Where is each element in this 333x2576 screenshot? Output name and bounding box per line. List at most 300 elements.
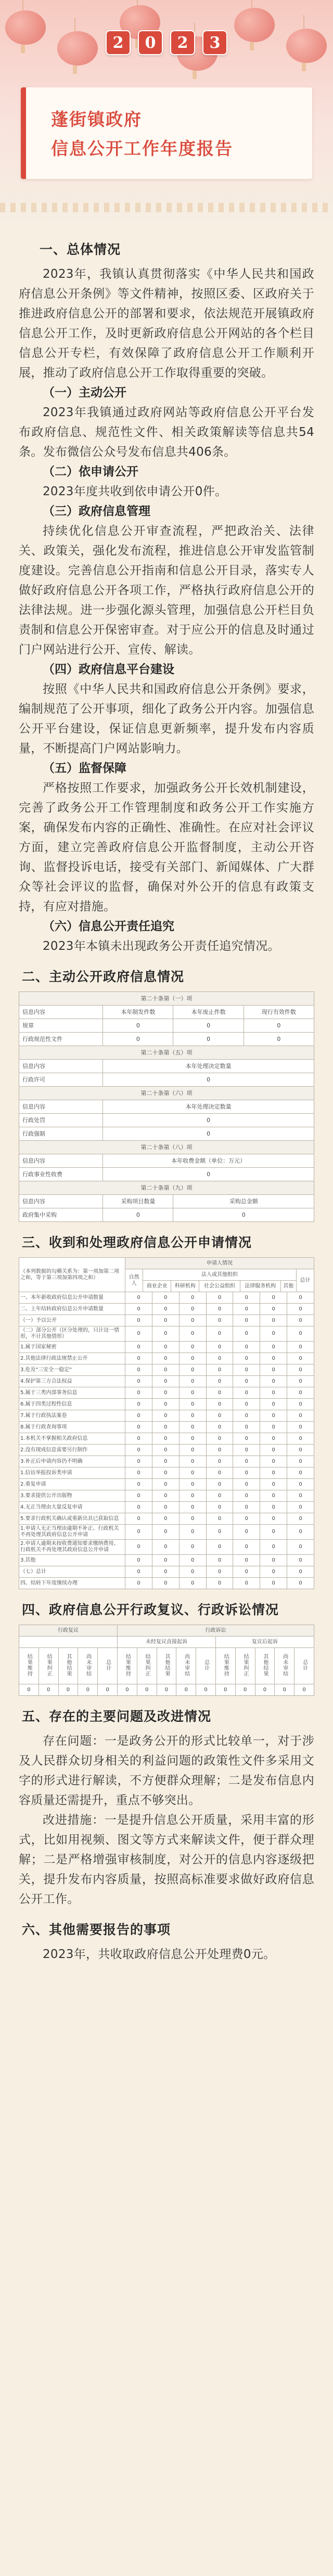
table-cell: 0 (179, 1399, 206, 1410)
table-cell: 0 (206, 1513, 233, 1525)
table-cell: 0 (206, 1433, 233, 1445)
table-cell: 0 (287, 1445, 314, 1456)
table-cell: 0 (173, 1033, 244, 1046)
section-heading: 三、收到和处理政府信息公开申请情况 (22, 1235, 252, 1250)
table-cell: 0 (233, 1304, 260, 1315)
table-cell: 0 (206, 1525, 233, 1540)
table-cell: 0 (179, 1387, 206, 1399)
table-cell: 0 (125, 1467, 152, 1479)
table-cell: 0 (179, 1433, 206, 1445)
table-header (58, 1648, 78, 1684)
table-header (176, 1648, 196, 1684)
table-cell: 0 (206, 1326, 233, 1342)
table-cell: 0 (233, 1578, 260, 1589)
report-body (0, 224, 333, 1964)
table-cell: 0 (103, 1208, 173, 1222)
subsection-heading: （三）政府信息管理 (43, 505, 150, 518)
table-cell: 0 (287, 1376, 314, 1387)
table-cell: 0 (179, 1326, 206, 1342)
table-cell: 0 (233, 1387, 260, 1399)
table-cell: 0 (287, 1364, 314, 1376)
proactive-disclosure-table (19, 991, 314, 1222)
table-header (294, 1648, 314, 1684)
table-cell: 0 (103, 1114, 314, 1127)
table-cell: 0 (206, 1353, 233, 1364)
table-header: 自然人 (125, 1269, 143, 1292)
row-label: 1.属于国家秘密 (19, 1342, 125, 1353)
table-header: 采购项目数量 (103, 1195, 173, 1208)
table-cell: 0 (125, 1479, 152, 1490)
table-cell: 0 (125, 1456, 152, 1467)
table-cell: 0 (260, 1490, 287, 1502)
table-cell: 0 (103, 1127, 314, 1141)
table-cell: 0 (152, 1502, 179, 1513)
table-header: 采购总金额 (173, 1195, 314, 1208)
table-cell: 行政强制 (19, 1127, 103, 1141)
table-cell: 0 (260, 1364, 287, 1376)
title-card (21, 87, 312, 179)
table-cell: 0 (98, 1684, 118, 1696)
table-cell: 0 (152, 1376, 179, 1387)
paragraph: 持续优化信息公开审查流程，严把政治关、法律关、政策关，强化发布流程，推进信息公开审发监管制度建设。完善信息公开指南和信息公开目录，落实专人做好政府信息公开各项工作，严格执行政府信息公开的法律法规。进一步强化源头管理，加强信息公开栏目负责制和信息公开保密审查。对于应公开的信息及时通过门户网站进行公开、宣传、解读。 (19, 524, 314, 656)
table-cell: 0 (287, 1566, 314, 1578)
table-cell: 0 (176, 1684, 196, 1696)
table-row (19, 1387, 314, 1399)
table-cell: 0 (287, 1467, 314, 1479)
table-cell: 行政规范性文件 (19, 1033, 103, 1046)
table-cell: 0 (179, 1467, 206, 1479)
table-cell: 0 (125, 1422, 152, 1433)
table-row (19, 1433, 314, 1445)
row-label: 4.保护第三方合法权益 (19, 1376, 125, 1387)
table-cell: 0 (179, 1566, 206, 1578)
section-heading: 六、其他需要报告的事项 (22, 1922, 171, 1937)
table-cell: 0 (152, 1540, 179, 1555)
column-label: 其他结果 (65, 1653, 71, 1677)
table-cell: 0 (152, 1445, 179, 1456)
application-handling-table (19, 1257, 314, 1292)
table-cell: 0 (287, 1525, 314, 1540)
table-header (19, 1648, 39, 1684)
paragraph: 2023年度共收到依申请公开0件。 (43, 485, 227, 498)
table-row (19, 1033, 314, 1046)
table-caption: 第二十条第（九）项 (19, 1181, 314, 1195)
table-header: 复议后起诉 (215, 1637, 314, 1648)
table-cell: 0 (260, 1292, 287, 1304)
table-row (19, 1456, 314, 1467)
table-row (19, 1019, 314, 1033)
table-cell: 0 (196, 1684, 216, 1696)
table-cell: 0 (233, 1467, 260, 1479)
table-cell: 0 (233, 1513, 260, 1525)
table-row (19, 1540, 314, 1555)
table-header: 信息内容 (19, 1006, 103, 1019)
table-cell: 0 (206, 1342, 233, 1353)
table-cell: 0 (233, 1399, 260, 1410)
table-cell: 0 (260, 1445, 287, 1456)
table-row (19, 1502, 314, 1513)
paragraph: 按照《中华人民共和国政府信息公开条例》要求，编制规范了公开事项，细化了政务公开内容。加强信息公开平台建设，保证信息更新频率，提升发布内容质量，不断提高门户网站影响力。 (19, 682, 314, 755)
table-cell: 0 (152, 1525, 179, 1540)
table-cell: 0 (125, 1540, 152, 1555)
table-header: 总计 (296, 1269, 314, 1292)
table-cell: 0 (152, 1342, 179, 1353)
table-cell: 0 (244, 1033, 314, 1046)
subsection-heading: （四）政府信息平台建设 (43, 663, 174, 676)
table-cell: 政府集中采购 (19, 1208, 103, 1222)
table-cell: 0 (294, 1684, 314, 1696)
table-header: 信息内容 (19, 1100, 103, 1114)
table-header: 法人或其他组织 (143, 1269, 297, 1281)
table-cell: 0 (233, 1364, 260, 1376)
table-cell: 0 (233, 1502, 260, 1513)
table-cell: 0 (260, 1479, 287, 1490)
row-label: 四、结转下年度继续办理 (19, 1578, 125, 1589)
table-cell: 0 (206, 1387, 233, 1399)
table-caption: 第二十条第（五）项 (19, 1046, 314, 1060)
table-cell: 0 (152, 1387, 179, 1399)
table-cell: 0 (152, 1513, 179, 1525)
table-cell: 0 (215, 1684, 235, 1696)
table-cell: 0 (125, 1353, 152, 1364)
table-cell: 0 (179, 1376, 206, 1387)
table-cell: 0 (125, 1304, 152, 1315)
row-label: （一）予以公开 (19, 1315, 125, 1326)
table-cell: 0 (117, 1684, 137, 1696)
table-cell: 0 (152, 1326, 179, 1342)
table-cell: 0 (260, 1342, 287, 1353)
table-cell: 0 (260, 1433, 287, 1445)
paragraph: 2023年本镇未出现政务公开责任追究情况。 (43, 939, 280, 953)
table-header: 行政诉讼 (117, 1625, 314, 1637)
table-cell: 0 (137, 1684, 157, 1696)
table-cell: 0 (206, 1578, 233, 1589)
table-header (235, 1648, 255, 1684)
paragraph: 2023年，我镇认真贯彻落实《中华人民共和国政府信息公开条例》等文件精神，按照区委、区政府关于推进政府信息公开的部署和要求，依法规范开展镇政府信息公开工作，及时更新政府信息公开网站的各个栏目信息公开专栏，有效保障了政府信息公开工作顺利开展，推动了政府信息公开工作取得重要的突破。 (19, 267, 314, 380)
table-cell: 0 (173, 1019, 244, 1033)
report-header (0, 0, 333, 224)
table-cell: 0 (233, 1456, 260, 1467)
report-title-line1: 蓬街镇政府 (51, 109, 142, 130)
table-cell: 0 (179, 1315, 206, 1326)
table-cell: 0 (179, 1502, 206, 1513)
table-cell: 0 (206, 1540, 233, 1555)
table-header: 信息内容 (19, 1195, 103, 1208)
row-label: 3.要求提供公开出版物 (19, 1490, 125, 1502)
table-caption: 第二十条第（八）项 (19, 1141, 314, 1154)
table-row (19, 1364, 314, 1376)
table-cell: 0 (152, 1456, 179, 1467)
table-header: 本年收费金额（单位：万元） (103, 1154, 314, 1168)
table-cell: 0 (179, 1490, 206, 1502)
table-cell: 0 (233, 1353, 260, 1364)
table-row (19, 1342, 314, 1353)
table-cell: 0 (287, 1578, 314, 1589)
table-cell: 0 (179, 1364, 206, 1376)
row-label: 5.属于三类内部事务信息 (19, 1387, 125, 1399)
table-cell: 0 (233, 1326, 260, 1342)
application-handling-rows (19, 1292, 314, 1589)
table-cell: 0 (179, 1525, 206, 1540)
table-cell: 0 (260, 1540, 287, 1555)
table-cell: 0 (206, 1555, 233, 1566)
table-cell: 0 (233, 1410, 260, 1422)
table-cell: 0 (206, 1445, 233, 1456)
table-row (19, 1490, 314, 1502)
table-cell: 0 (152, 1467, 179, 1479)
column-label: 结果纠正 (144, 1653, 150, 1677)
table-header (19, 1637, 118, 1648)
paragraph: 2023年，共收取政府信息公开处理费0元。 (43, 1948, 276, 1961)
row-label: 一、本年新收政府信息公开申请数量 (19, 1292, 125, 1304)
row-label: 6.属于四类过程性信息 (19, 1399, 125, 1410)
table-cell: 0 (179, 1292, 206, 1304)
table-cell: 0 (152, 1578, 179, 1589)
table-cell: 0 (235, 1684, 255, 1696)
table-cell: 0 (287, 1387, 314, 1399)
table-row (19, 1566, 314, 1578)
table-cell: 0 (233, 1540, 260, 1555)
table-cell: 0 (125, 1433, 152, 1445)
table-cell: 0 (152, 1555, 179, 1566)
subsection-heading: （五）监督保障 (43, 762, 126, 775)
table-caption: 第二十条第（一）项 (19, 992, 314, 1006)
subsection-heading: （六）信息公开责任追究 (43, 920, 174, 933)
table-cell: 0 (233, 1292, 260, 1304)
table-cell: 0 (125, 1566, 152, 1578)
table-cell: 0 (125, 1376, 152, 1387)
table-cell: 行政处罚 (19, 1114, 103, 1127)
table-cell: 0 (152, 1422, 179, 1433)
table-cell: 0 (206, 1376, 233, 1387)
table-cell: 0 (78, 1684, 98, 1696)
table-cell: 0 (125, 1315, 152, 1326)
row-label: 2.没有现成信息需要另行制作 (19, 1445, 125, 1456)
table-header (157, 1648, 176, 1684)
row-label: （二）部分公开（区分处理的，只计这一情形，不计其他情形） (19, 1326, 125, 1342)
year-badge (0, 30, 333, 55)
row-label: 1.信访举报投诉类申请 (19, 1467, 125, 1479)
column-label: 尚未审结 (281, 1653, 288, 1677)
table-row (19, 1479, 314, 1490)
table-cell: 0 (260, 1410, 287, 1422)
table-cell: 0 (125, 1525, 152, 1540)
row-label: 5.要求行政机关确认或重新出具已获取信息 (19, 1513, 125, 1525)
table-cell: 0 (275, 1684, 294, 1696)
table-header (137, 1648, 157, 1684)
table-cell: 0 (233, 1433, 260, 1445)
table-header: 本年处理决定数量 (103, 1060, 314, 1073)
year-digit: 0 (138, 30, 163, 55)
table-cell: 0 (206, 1410, 233, 1422)
table-cell: 行政事业性收费 (19, 1168, 103, 1181)
report-title-line2: 信息公开工作年度报告 (51, 138, 233, 159)
table-cell: 0 (179, 1410, 206, 1422)
table-cell: 0 (125, 1445, 152, 1456)
table-row (19, 1684, 314, 1696)
table-cell: 0 (157, 1684, 176, 1696)
table-cell: 0 (206, 1315, 233, 1326)
row-label: 2.申请人逾期未按收费通知要求缴纳费用、行政机关不再处理其政府信息公开申请 (19, 1540, 125, 1555)
table-corner: （本列数据的勾稽关系为：第一项加第二项之和，等于第三项加第四项之和） (19, 1258, 125, 1292)
table-cell: 0 (125, 1555, 152, 1566)
row-label: 1.申请人无正当理由逾期不补正、行政机关不再处理其政府信息公开申请 (19, 1525, 125, 1540)
table-cell: 0 (152, 1433, 179, 1445)
table-cell: 0 (233, 1479, 260, 1490)
table-header: 未经复议直接起诉 (117, 1637, 215, 1648)
section-heading: 四、政府信息公开行政复议、行政诉讼情况 (22, 1602, 279, 1617)
table-cell: 0 (152, 1479, 179, 1490)
review-litigation-table (19, 1625, 314, 1696)
table-cell: 0 (206, 1467, 233, 1479)
table-header: 社会公益组织 (199, 1281, 240, 1292)
table-cell: 0 (206, 1422, 233, 1433)
table-header (196, 1648, 216, 1684)
row-label: 3.补正后申请内容仍不明确 (19, 1456, 125, 1467)
table-header: 本年制发件数 (103, 1006, 173, 1019)
year-digit: 3 (202, 30, 227, 55)
table-cell: 0 (260, 1578, 287, 1589)
table-cell: 0 (233, 1342, 260, 1353)
section-heading: 二、主动公开政府信息情况 (22, 969, 185, 984)
table-header (39, 1648, 58, 1684)
table-cell: 0 (255, 1684, 275, 1696)
table-cell: 0 (179, 1540, 206, 1555)
table-cell: 0 (19, 1684, 39, 1696)
table-cell: 0 (179, 1513, 206, 1525)
table-cell: 0 (287, 1315, 314, 1326)
table-row (19, 1208, 314, 1222)
table-cell: 0 (287, 1502, 314, 1513)
paragraph: 改进措施：一是提升信息公开质量，采用丰富的形式，比如用视频、图文等方式来解读文件，便于群众理解；二是严格增强审核制度，对公开的信息内容逐级把关，提升发布内容质量，按照高标准要求做好政府信息公开工作。 (19, 1813, 314, 1906)
table-header: 信息内容 (19, 1060, 103, 1073)
table-cell: 0 (244, 1019, 314, 1033)
table-cell: 0 (103, 1019, 173, 1033)
table-cell: 0 (287, 1555, 314, 1566)
table-cell: 0 (103, 1033, 173, 1046)
table-row (19, 1168, 314, 1181)
table-cell: 0 (179, 1479, 206, 1490)
table-cell: 0 (206, 1566, 233, 1578)
table-header: 现行有效件数 (244, 1006, 314, 1019)
table-cell: 0 (233, 1555, 260, 1566)
table-cell: 0 (287, 1479, 314, 1490)
table-header: 本年处理决定数量 (103, 1100, 314, 1114)
table-cell: 0 (233, 1566, 260, 1578)
table-cell: 0 (179, 1422, 206, 1433)
year-digit: 2 (170, 30, 195, 55)
table-cell: 0 (179, 1555, 206, 1566)
table-cell: 0 (260, 1315, 287, 1326)
table-row (19, 1467, 314, 1479)
table-cell: 0 (260, 1387, 287, 1399)
table-cell: 0 (260, 1456, 287, 1467)
table-cell: 0 (152, 1364, 179, 1376)
table-header (255, 1648, 275, 1684)
table-cell: 0 (260, 1326, 287, 1342)
table-row (19, 1353, 314, 1364)
table-cell: 0 (152, 1304, 179, 1315)
table-cell: 0 (260, 1555, 287, 1566)
table-row (19, 1445, 314, 1456)
table-cell: 0 (260, 1525, 287, 1540)
table-cell: 0 (179, 1578, 206, 1589)
table-cell: 0 (152, 1353, 179, 1364)
row-label: 8.属于行政查询事项 (19, 1422, 125, 1433)
row-label: 2.其他法律行政法规禁止公开 (19, 1353, 125, 1364)
table-header: 其他 (280, 1281, 296, 1292)
table-cell: 0 (260, 1304, 287, 1315)
paragraph: 存在问题：一是政务公开的形式比较单一，对于涉及人民群众切身相关的利益问题的政策性文件多采用文字的形式进行解读，不方便群众理解；二是发布信息内容质量还需提升，重点不够突出。 (19, 1734, 314, 1807)
table-header (215, 1648, 235, 1684)
table-row (19, 1525, 314, 1540)
table-header: 商业企业 (143, 1281, 171, 1292)
table-row (19, 1292, 314, 1304)
table-cell: 0 (103, 1073, 314, 1087)
column-label: 其他结果 (262, 1653, 268, 1677)
table-row (19, 1304, 314, 1315)
table-cell: 0 (125, 1578, 152, 1589)
column-label: 其他结果 (163, 1653, 170, 1677)
table-cell: 0 (260, 1502, 287, 1513)
column-label: 总计 (301, 1659, 308, 1671)
table-row (19, 1073, 314, 1087)
table-header-row (19, 1648, 314, 1684)
table-cell: 0 (152, 1292, 179, 1304)
table-header: 本年废止件数 (173, 1006, 244, 1019)
table-cell: 0 (206, 1502, 233, 1513)
paragraph: 严格按照工作要求，加强政务公开长效机制建设，完善了政务公开工作管理制度和政务公开工作实施方案，确保发布内容的正确性、准确性。在应对社会评议方面，建立完善政府信息公开监督制度，主动公开咨询、监督投诉电话，接受有关部门、新闻媒体、广大群众等社会评议的监督，确保对外公开的信息有政策支持，有应对措施。 (19, 781, 314, 913)
column-label: 结果纠正 (242, 1653, 249, 1677)
table-cell: 0 (125, 1399, 152, 1410)
table-cell: 0 (152, 1315, 179, 1326)
table-cell: 0 (287, 1410, 314, 1422)
row-label: 3.危及"三安全一稳定" (19, 1364, 125, 1376)
table-cell: 0 (287, 1513, 314, 1525)
table-caption: 第二十条第（六）项 (19, 1087, 314, 1100)
table-cell: 0 (206, 1304, 233, 1315)
table-cell: 0 (260, 1422, 287, 1433)
row-label: 7.属于行政执法案卷 (19, 1410, 125, 1422)
table-cell: 0 (287, 1399, 314, 1410)
table-cell: 0 (125, 1410, 152, 1422)
table-cell: 0 (179, 1304, 206, 1315)
table-cell: 0 (152, 1410, 179, 1422)
table-cell: 0 (260, 1399, 287, 1410)
table-cell: 0 (125, 1502, 152, 1513)
table-cell: 0 (287, 1490, 314, 1502)
paragraph: 2023年我镇通过政府网站等政府信息公开平台发布政府信息、规范性文件、相关政策解读等信息共54条。发布微信公众号发布信息共406条。 (19, 406, 314, 459)
table-cell: 0 (287, 1540, 314, 1555)
table-cell: 0 (260, 1376, 287, 1387)
table-cell: 0 (125, 1513, 152, 1525)
table-cell: 0 (260, 1467, 287, 1479)
table-header (78, 1648, 98, 1684)
table-cell: 0 (260, 1513, 287, 1525)
row-label: 二、上年结转政府信息公开申请数量 (19, 1304, 125, 1315)
table-header: 行政复议 (19, 1625, 118, 1637)
table-row (19, 1555, 314, 1566)
table-cell: 0 (233, 1490, 260, 1502)
table-cell: 0 (179, 1353, 206, 1364)
table-cell: 0 (125, 1490, 152, 1502)
table-cell: 0 (152, 1490, 179, 1502)
table-row (19, 1315, 314, 1326)
table-cell: 0 (233, 1376, 260, 1387)
table-cell: 0 (206, 1490, 233, 1502)
table-cell: 0 (125, 1387, 152, 1399)
table-cell: 0 (287, 1326, 314, 1342)
